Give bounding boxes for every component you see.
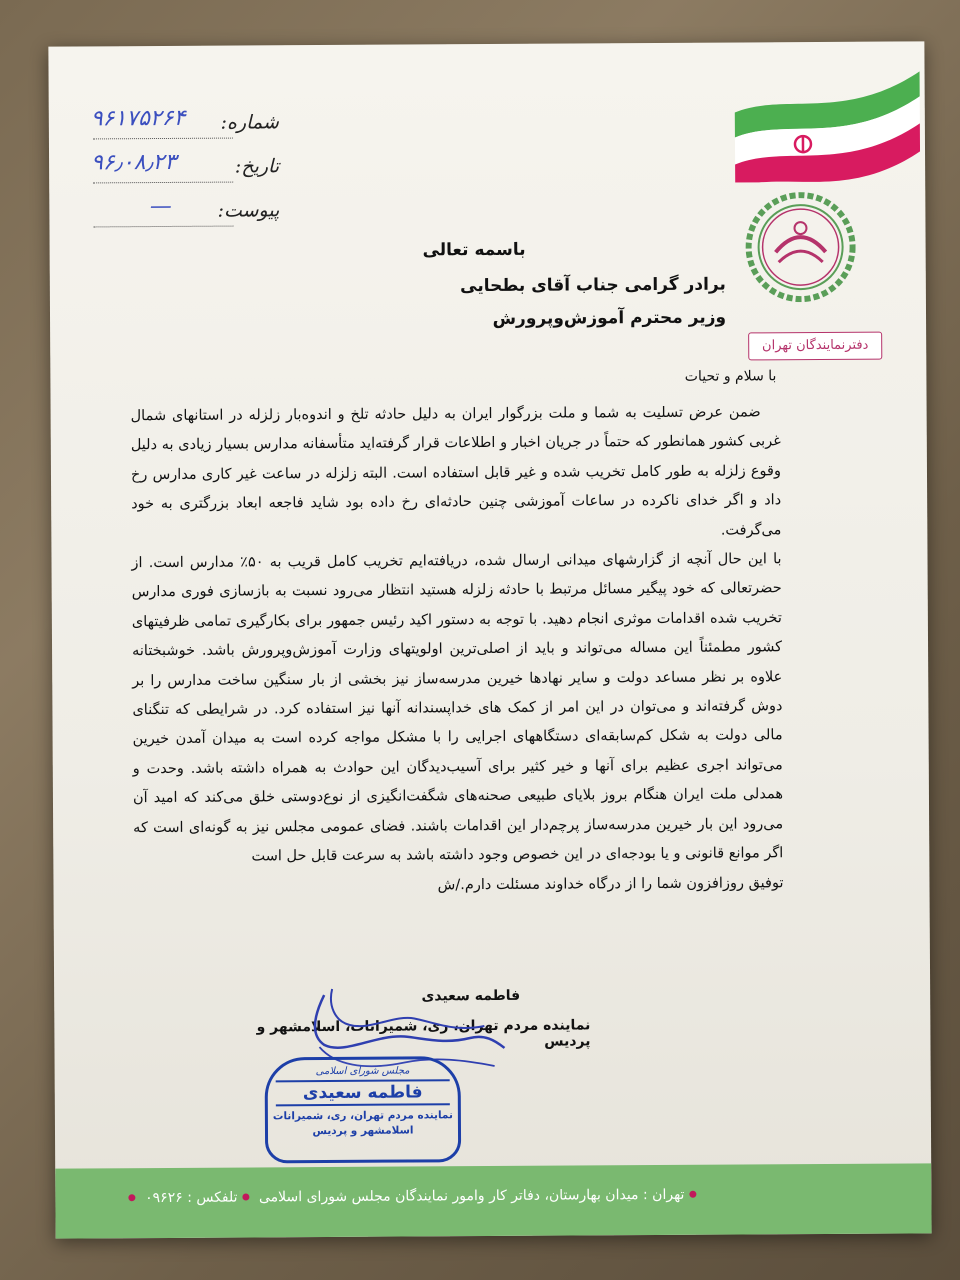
attachment-underline (93, 226, 233, 228)
body-paragraph-1: ضمن عرض تسلیت به شما و ملت بزرگوار ایران به دلیل حادثه تلخ و اندوه‌بار زلزله در استانهای شمال غربی کشور همانطور که حتماً در جریان اخبار و اطلاعات قرار گرفته‌اید متأسفانه مدارس بسیار زیادی به دلیل وقوع زلزله به طور کامل تخریب شده و غیر قابل استفاده است. البته زلزله در ساعت غیر کاری مدارس رخ داد و اگر خدای ناکرده در ساعات آموزشی چنین حادثه‌ای رخ داده بود شاید فاجعه ابعاد بزرگتری به خود می‌گرفت. (130, 404, 782, 539)
number-value: ۹۶۱۷۵۲۶۴ (90, 105, 186, 132)
number-underline (93, 138, 233, 140)
stamp-name: فاطمه سعیدی (276, 1079, 450, 1106)
signer-name: فاطمه سعیدی (421, 987, 521, 1005)
body-paragraph-3: توفیق روزافزون شما را از درگاه خداوند مسئلت دارم./ش (437, 874, 784, 893)
iran-flag-icon (724, 51, 925, 182)
addressee-line-2: وزیر محترم آموزش‌وپرورش (492, 307, 727, 329)
attachment-label: پیوست: (217, 199, 280, 222)
footer-text (124, 1187, 702, 1207)
date-underline (93, 182, 233, 184)
greeting: با سلام و تحیات (684, 368, 777, 385)
stamp-line-1: نماینده مردم تهران، ری، شمیرانات (272, 1109, 453, 1123)
attachment-row (79, 193, 279, 238)
number-label: شماره: (220, 111, 279, 134)
parliament-emblem-icon (745, 192, 856, 303)
date-label: تاریخ: (234, 155, 280, 178)
letter-header-fields (79, 105, 280, 266)
date-row (79, 149, 279, 194)
office-label: دفترنمایندگان تهران (748, 332, 882, 361)
official-stamp (265, 1056, 462, 1163)
date-value: ۹۶٫۰۸٫۲۳ (91, 149, 177, 176)
footer-bullet-icon (243, 1193, 250, 1200)
footer-address: تهران : میدان بهارستان، دفاتر کار وامور نمایندگان مجلس شورای اسلامی (258, 1186, 685, 1206)
letter-footer (55, 1163, 931, 1238)
body-paragraph-2: با این حال آنچه از گزارشهای میدانی ارسال شده، دریافته‌ایم تخریب کامل قریب به ۵۰٪ مدارس است. از حضرتعالی که خود پیگیر مسائل مرتبط با حادثه زلزله هستید انتظار می‌رود نسبت به بازسازی فوری مدارس تخریب شده اقدامات موثری انجام دهید. با توجه به دستور اکید رئیس جمهور برای بکارگیری تمامی ظرفیتهای کشور مطمئناً این مساله می‌تواند و باید از اصلی‌ترین اولویتهای وزارت آموزش‌وپرورش باشد. خوشبختانه علاوه بر نظر مساعد دولت و سایر نهادها خیرین مدرسه‌ساز نیز بخشی از بار سنگین ساخت مدارس را بر دوش گرفته‌اند و می‌توان در این امر از کمک های خداپسندانه آنها نیز استفاده کرد. در شرایطی که تنگنای مالی دولت به شکل کم‌سابقه‌ای دستگاههای اجرایی را با مشکل مواجه کرده است به میدان آمدن خیرین می‌تواند اجری عظیم برای آنها و خیر کثیر برای آسیب‌دیدگان این حوادث به همراه داشته باشد. وحدت و همدلی ملت ایران هنگام بروز بلایای طبیعی صحنه‌های شگفت‌انگیزی از نوع‌دوستی خلق می‌کند که امید آن می‌رود این بار خیرین مدرسه‌ساز پرچم‌دار این اقدامات باشند. فضای عمومی مجلس نیز به گونه‌ای است که اگر موانع قانونی و یا بودجه‌ای در این خصوص وجود داشته باشد به سرعت قابل حل است (131, 551, 784, 865)
stamp-top-text: مجلس شورای اسلامی (315, 1065, 410, 1078)
footer-bullet-icon (689, 1191, 696, 1198)
stamp-line-2: اسلامشهر و پردیس (312, 1124, 414, 1138)
letter-paper (48, 41, 931, 1238)
addressee-line-1: برادر گرامی جناب آقای بطحایی (460, 274, 726, 297)
signer-role: نماینده مردم تهران، ری، شمیرانات، اسلامشهر و پردیس (256, 1017, 591, 1050)
letter-title: باسمه تعالی (422, 239, 526, 261)
number-row (79, 105, 279, 150)
footer-telex: تلفکس : ۰۹۶۲۶ (145, 1189, 238, 1207)
footer-bullet-icon (129, 1194, 136, 1201)
letter-body (131, 398, 784, 902)
attachment-value: — (149, 193, 173, 220)
